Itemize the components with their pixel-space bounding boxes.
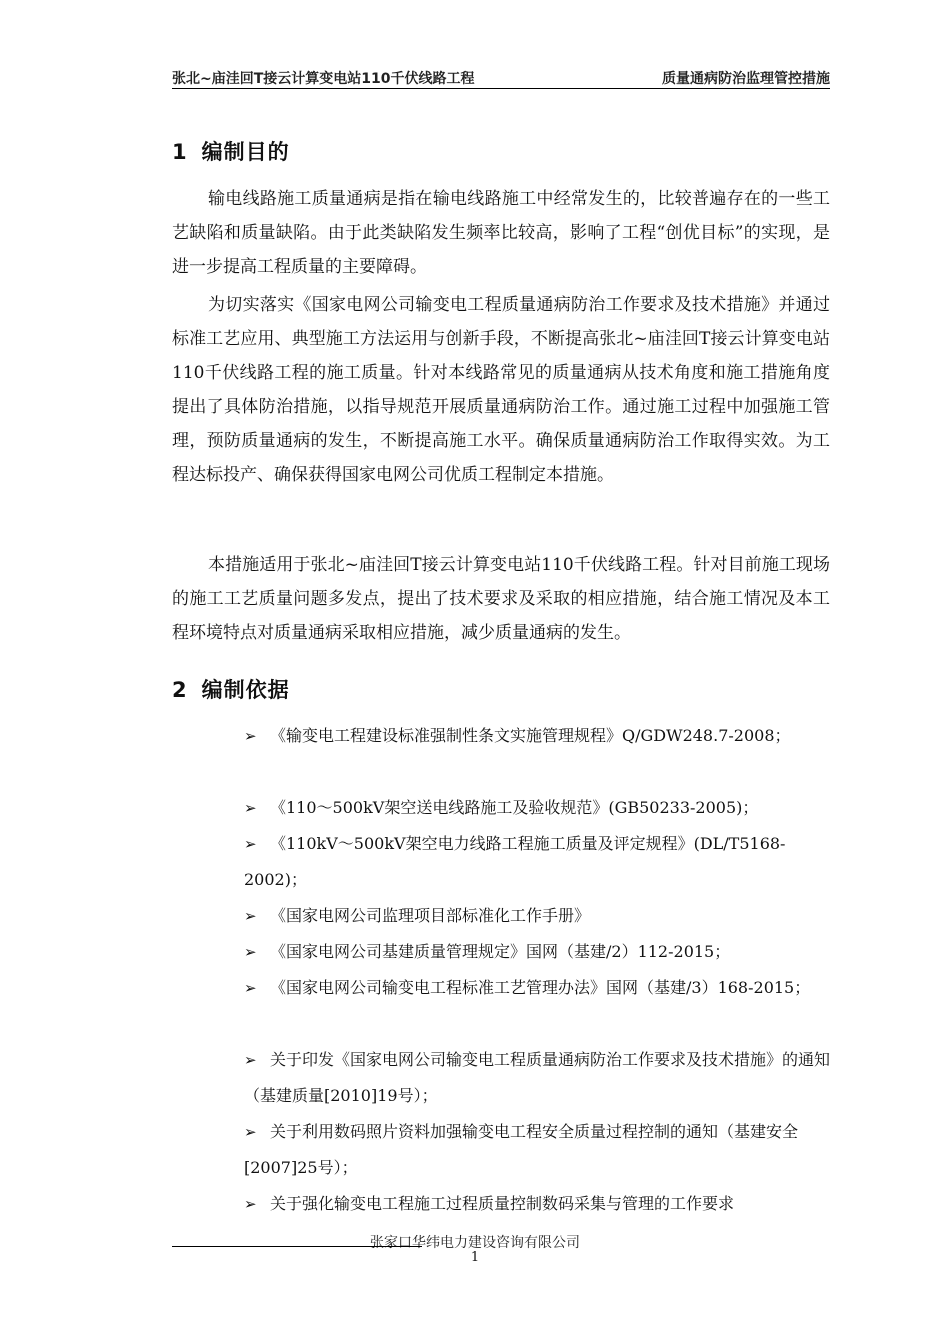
reference-item: ➢ 《国家电网公司基建质量管理规定》国网（基建/2）112-2015； bbox=[244, 934, 834, 970]
footer-company: 张家口华纬电力建设咨询有限公司 bbox=[370, 1235, 580, 1251]
arrow-bullet-icon: ➢ bbox=[244, 1051, 257, 1069]
arrow-bullet-icon: ➢ bbox=[244, 835, 257, 853]
section-1-paragraph: 为切实落实《国家电网公司输变电工程质量通病防治工作要求及技术措施》并通过标准工艺应用、典型施工方法运用与创新手段，不断提高张北~庙洼回T接云计算变电站110千伏线路工程的施工质量。针对本线路常见的质量通病从技术角度和施工措施角度提出了具体防治措施，以指导规范开展质量通病防治工作。通过施工过程中加强施工管理，预防质量通病的发生，不断提高施工水平。确保质量通病防治工作取得实效。为工程达标投产、确保获得国家电网公司优质工程制定本措施。 bbox=[172, 295, 830, 485]
page-number: 1 bbox=[470, 1250, 480, 1265]
reference-item: ➢ 《国家电网公司监理项目部标准化工作手册》 bbox=[244, 898, 834, 934]
arrow-bullet-icon: ➢ bbox=[244, 907, 257, 925]
arrow-bullet-icon: ➢ bbox=[244, 1195, 257, 1213]
section-1-title: 编制目的 bbox=[201, 140, 290, 164]
arrow-bullet-icon: ➢ bbox=[244, 799, 257, 817]
section-2-number: 2 bbox=[172, 678, 188, 702]
section-1-paragraph: 输电线路施工质量通病是指在输电线路施工中经常发生的，比较普遍存在的一些工艺缺陷和质量缺陷。由于此类缺陷发生频率比较高，影响了工程“创优目标”的实现，是进一步提高工程质量的主要障碍。 bbox=[172, 189, 830, 277]
arrow-bullet-icon: ➢ bbox=[244, 1123, 257, 1141]
section-1-heading bbox=[172, 136, 290, 166]
arrow-bullet-icon: ➢ bbox=[244, 943, 257, 961]
header-project-title: 张北~庙洼回T接云计算变电站110千伏线路工程 bbox=[172, 71, 475, 87]
section-1-paragraph: 本措施适用于张北~庙洼回T接云计算变电站110千伏线路工程。针对目前施工现场的施工工艺质量问题多发点，提出了技术要求及采取的相应措施，结合施工情况及本工程环境特点对质量通病采取相应措施，减少质量通病的发生。 bbox=[172, 555, 830, 643]
reference-item: ➢ 《110～500kV架空送电线路施工及验收规范》(GB50233-2005)； bbox=[244, 790, 834, 826]
header-document-title: 质量通病防治监理管控措施 bbox=[662, 71, 830, 87]
reference-item: ➢ 《国家电网公司输变电工程标准工艺管理办法》国网（基建/3）168-2015； bbox=[244, 970, 834, 1006]
reference-item: ➢ 《输变电工程建设标准强制性条文实施管理规程》Q/GDW248.7-2008； bbox=[244, 718, 834, 754]
section-2-heading bbox=[172, 674, 290, 704]
reference-item: ➢ 关于印发《国家电网公司输变电工程质量通病防治工作要求及技术措施》的通知（基建质量[2010]19号）； bbox=[244, 1042, 834, 1114]
section-1-number: 1 bbox=[172, 140, 188, 164]
reference-item: ➢ 关于利用数码照片资料加强输变电工程安全质量过程控制的通知（基建安全[2007]25号）； bbox=[244, 1114, 834, 1186]
arrow-bullet-icon: ➢ bbox=[244, 727, 257, 745]
section-2-title: 编制依据 bbox=[201, 678, 290, 702]
footer-divider bbox=[172, 1246, 422, 1247]
arrow-bullet-icon: ➢ bbox=[244, 979, 257, 997]
page-header bbox=[172, 66, 830, 89]
reference-item: ➢ 《110kV～500kV架空电力线路工程施工质量及评定规程》(DL/T5168-2002)； bbox=[244, 826, 834, 898]
reference-item: ➢ 关于强化输变电工程施工过程质量控制数码采集与管理的工作要求 bbox=[244, 1186, 834, 1222]
